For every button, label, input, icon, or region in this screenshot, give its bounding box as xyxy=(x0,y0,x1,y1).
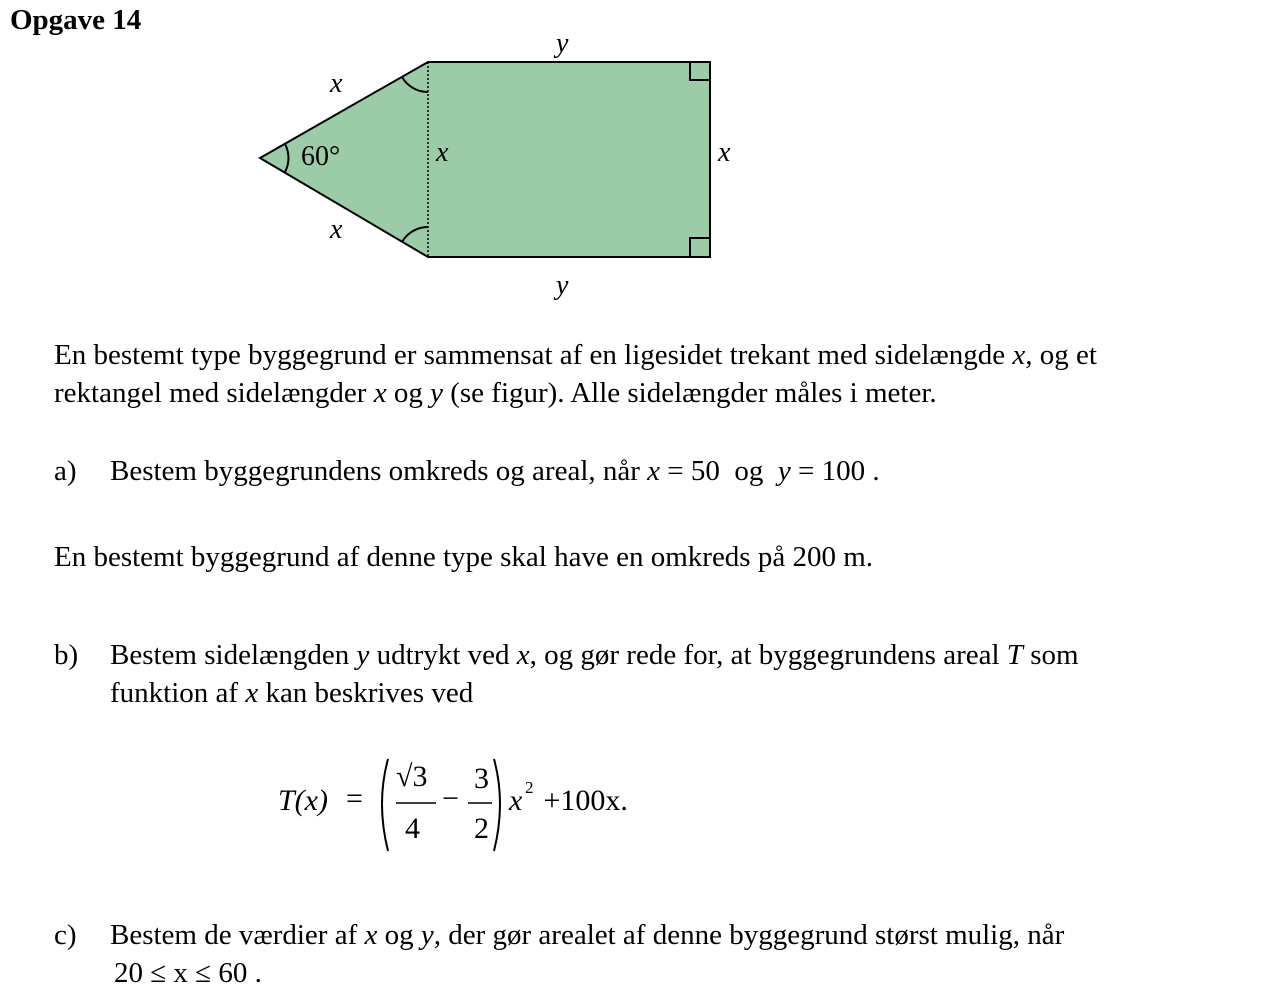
question-a-label: a) xyxy=(54,455,77,487)
fraction-2-numerator: 3 xyxy=(474,762,489,795)
label-angle: 60° xyxy=(301,141,341,172)
formula-equals: = xyxy=(346,782,363,815)
fraction-1-denominator: 4 xyxy=(405,812,420,845)
fraction-1-numerator: √3 xyxy=(396,760,428,793)
question-a: a) Bestem byggegrundens omkreds og areal, når x = 50 og y = 100 . xyxy=(54,452,880,490)
question-c-label: c) xyxy=(54,919,77,951)
label-tri-lower-x: x xyxy=(330,214,343,245)
formula-lhs: T(x) xyxy=(278,784,328,817)
formula-tail: +100x. xyxy=(536,784,628,817)
question-b-line-1: b) Bestem sidelængden y udtrykt ved x, og gør rede for, at byggegrundens areal T som xyxy=(54,636,1079,674)
question-b-label: b) xyxy=(54,639,79,671)
formula-minus: − xyxy=(442,782,459,815)
label-right-x: x xyxy=(718,137,731,168)
label-top-y: y xyxy=(556,28,569,59)
label-tri-upper-x: x xyxy=(330,68,343,99)
question-c-line-1: c) Bestem de værdier af x og y, der gør arealet af denne byggegrund størst mulig, når xyxy=(54,916,1064,954)
formula-variable: x xyxy=(509,784,523,817)
label-bottom-y: y xyxy=(556,270,569,301)
figure-diagram xyxy=(0,0,1284,320)
question-c-range: 20 ≤ x ≤ 60 . xyxy=(114,957,262,989)
label-inner-x: x xyxy=(436,137,449,168)
formula-exponent: 2 xyxy=(525,778,534,797)
question-b-line-2: funktion af x kan beskrives ved xyxy=(110,677,474,709)
intro-line-1: En bestemt type byggegrund er sammensat af en ligesidet trekant med sidelængde x, og et xyxy=(54,339,1097,371)
perimeter-statement: En bestemt byggegrund af denne type skal have en omkreds på 200 m. xyxy=(54,541,874,573)
fraction-2-denominator: 2 xyxy=(474,812,489,845)
intro-line-2: rektangel med sidelængder x og y (se figur). Alle sidelængder måles i meter. xyxy=(54,377,937,409)
task-title: Opgave 14 xyxy=(10,4,142,36)
